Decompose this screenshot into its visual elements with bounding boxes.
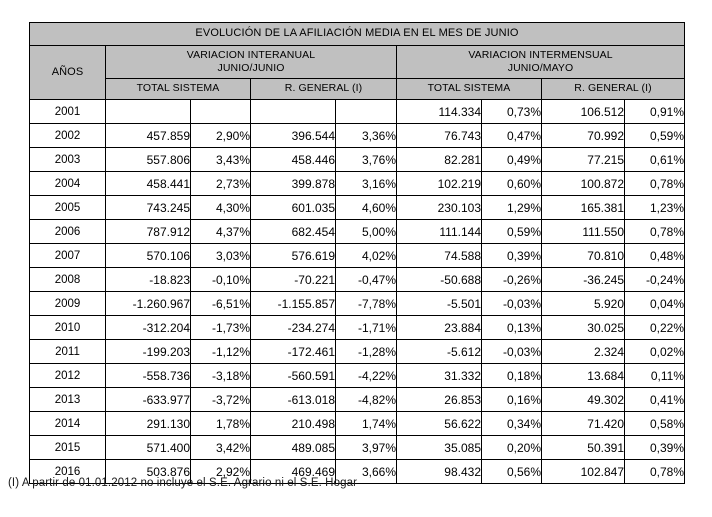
cell-interanual-total-sistema-pct: -1,73% [191,316,251,340]
table-row [30,292,685,316]
cell-interanual-r-general-pct: 4,02% [336,244,397,268]
cell-interanual-total-sistema-value: 457.859 [106,124,191,148]
cell-interanual-total-sistema-value: 571.400 [106,436,191,460]
cell-intermensual-total-sistema-pct: 0,49% [482,148,542,172]
table-row [30,148,685,172]
cell-interanual-total-sistema-pct: -1,12% [191,340,251,364]
cell-interanual-total-sistema-value: 557.806 [106,148,191,172]
cell-interanual-total-sistema-value: 503.876 [106,460,191,484]
cell-interanual-total-sistema-pct: 2,92% [191,460,251,484]
cell-intermensual-r-general-value: 49.302 [542,388,625,412]
cell-interanual-r-general-value: 489.085 [251,436,336,460]
table-header [30,23,685,100]
cell-interanual-r-general-pct: -4,82% [336,388,397,412]
cell-intermensual-r-general-pct: 0,78% [625,172,685,196]
row-year: 2006 [30,220,106,244]
cell-interanual-total-sistema-pct: 3,42% [191,436,251,460]
row-year: 2005 [30,196,106,220]
cell-intermensual-total-sistema-pct: 0,39% [482,244,542,268]
cell-interanual-r-general-pct: 3,97% [336,436,397,460]
cell-intermensual-total-sistema-pct: 0,20% [482,436,542,460]
table-body [30,100,685,484]
cell-interanual-total-sistema-value: -199.203 [106,340,191,364]
cell-interanual-r-general-pct: 3,76% [336,148,397,172]
row-year: 2013 [30,388,106,412]
cell-intermensual-r-general-pct: -0,24% [625,268,685,292]
cell-interanual-total-sistema-value: 743.245 [106,196,191,220]
table-row [30,100,685,124]
cell-intermensual-total-sistema-value: 111.144 [397,220,482,244]
cell-interanual-r-general-pct [336,100,397,124]
group-header-interanual-line1: VARIACION INTERANUAL [186,48,316,61]
group-header-interanual [106,46,397,79]
cell-interanual-total-sistema-pct: 1,78% [191,412,251,436]
title-row [30,23,685,46]
cell-interanual-r-general-pct: -0,47% [336,268,397,292]
cell-intermensual-r-general-value: 106.512 [542,100,625,124]
table-row [30,268,685,292]
cell-interanual-r-general-pct: 3,66% [336,460,397,484]
cell-interanual-r-general-pct: 4,60% [336,196,397,220]
cell-interanual-r-general-value: 458.446 [251,148,336,172]
cell-interanual-r-general-pct: -1,28% [336,340,397,364]
cell-interanual-total-sistema-value: 570.106 [106,244,191,268]
cell-interanual-total-sistema-value: -558.736 [106,364,191,388]
row-year: 2004 [30,172,106,196]
cell-interanual-r-general-value: 399.878 [251,172,336,196]
cell-interanual-total-sistema-pct: -3,72% [191,388,251,412]
cell-interanual-r-general-pct: -4,22% [336,364,397,388]
cell-intermensual-r-general-pct: 1,23% [625,196,685,220]
cell-intermensual-r-general-pct: 0,48% [625,244,685,268]
row-year: 2011 [30,340,106,364]
cell-interanual-total-sistema-pct: 3,43% [191,148,251,172]
cell-interanual-r-general-pct: -1,71% [336,316,397,340]
cell-intermensual-r-general-pct: 0,59% [625,124,685,148]
cell-intermensual-r-general-value: 70.992 [542,124,625,148]
cell-interanual-total-sistema-pct: -3,18% [191,364,251,388]
cell-intermensual-r-general-pct: 0,61% [625,148,685,172]
cell-intermensual-r-general-pct: 0,78% [625,220,685,244]
table-row [30,436,685,460]
table-row [30,196,685,220]
row-year: 2003 [30,148,106,172]
table-row [30,412,685,436]
table-row [30,316,685,340]
cell-intermensual-total-sistema-value: -5.501 [397,292,482,316]
cell-interanual-total-sistema-pct: 4,37% [191,220,251,244]
table-row [30,172,685,196]
cell-intermensual-r-general-value: 111.550 [542,220,625,244]
row-year: 2002 [30,124,106,148]
cell-intermensual-r-general-value: 102.847 [542,460,625,484]
table-row [30,244,685,268]
cell-intermensual-r-general-value: 165.381 [542,196,625,220]
cell-interanual-total-sistema-pct [191,100,251,124]
cell-interanual-total-sistema-value: -18.823 [106,268,191,292]
cell-interanual-r-general-value [251,100,336,124]
cell-interanual-r-general-value: 210.498 [251,412,336,436]
cell-interanual-total-sistema-pct: 2,73% [191,172,251,196]
cell-intermensual-r-general-value: 71.420 [542,412,625,436]
sub-header-intermensual-total-sistema: TOTAL SISTEMA [397,79,542,100]
cell-intermensual-total-sistema-pct: 0,73% [482,100,542,124]
cell-intermensual-r-general-pct: 0,02% [625,340,685,364]
cell-intermensual-r-general-value: -36.245 [542,268,625,292]
cell-intermensual-total-sistema-value: 26.853 [397,388,482,412]
cell-interanual-total-sistema-value: -1.260.967 [106,292,191,316]
cell-interanual-r-general-value: 396.544 [251,124,336,148]
cell-intermensual-total-sistema-pct: -0,03% [482,340,542,364]
cell-intermensual-total-sistema-pct: 0,18% [482,364,542,388]
cell-intermensual-total-sistema-value: 98.432 [397,460,482,484]
table-row [30,124,685,148]
group-header-intermensual [397,46,685,79]
cell-interanual-r-general-pct: 3,16% [336,172,397,196]
cell-intermensual-total-sistema-pct: 0,13% [482,316,542,340]
row-year: 2009 [30,292,106,316]
cell-interanual-r-general-value: 682.454 [251,220,336,244]
cell-intermensual-r-general-pct: 0,91% [625,100,685,124]
table-row [30,220,685,244]
cell-intermensual-total-sistema-pct: 0,16% [482,388,542,412]
cell-intermensual-total-sistema-value: -50.688 [397,268,482,292]
cell-intermensual-total-sistema-value: 56.622 [397,412,482,436]
cell-interanual-r-general-value: -1.155.857 [251,292,336,316]
cell-intermensual-total-sistema-value: 76.743 [397,124,482,148]
cell-intermensual-total-sistema-pct: 0,60% [482,172,542,196]
row-year: 2014 [30,412,106,436]
cell-interanual-r-general-value: -70.221 [251,268,336,292]
cell-interanual-r-general-value: 601.035 [251,196,336,220]
afiliacion-table [29,22,685,484]
cell-intermensual-r-general-value: 30.025 [542,316,625,340]
cell-interanual-r-general-pct: 5,00% [336,220,397,244]
row-year: 2015 [30,436,106,460]
cell-intermensual-total-sistema-value: 82.281 [397,148,482,172]
cell-interanual-r-general-value: 469.469 [251,460,336,484]
sub-header-intermensual-r-general: R. GENERAL (I) [542,79,685,100]
cell-interanual-r-general-value: -172.461 [251,340,336,364]
cell-interanual-r-general-value: -560.591 [251,364,336,388]
row-year: 2012 [30,364,106,388]
cell-intermensual-total-sistema-value: 35.085 [397,436,482,460]
table-row [30,388,685,412]
cell-interanual-total-sistema-value: -312.204 [106,316,191,340]
cell-intermensual-r-general-value: 50.391 [542,436,625,460]
sub-header-row [30,79,685,100]
cell-intermensual-total-sistema-value: 23.884 [397,316,482,340]
cell-interanual-r-general-pct: 1,74% [336,412,397,436]
cell-intermensual-r-general-value: 100.872 [542,172,625,196]
cell-intermensual-r-general-pct: 0,78% [625,460,685,484]
sub-header-interanual-total-sistema: TOTAL SISTEMA [106,79,251,100]
cell-interanual-r-general-pct: -7,78% [336,292,397,316]
row-year: 2001 [30,100,106,124]
group-header-interanual-line2: JUNIO/JUNIO [217,62,285,74]
row-year: 2010 [30,316,106,340]
cell-intermensual-r-general-pct: 0,41% [625,388,685,412]
cell-intermensual-r-general-pct: 0,22% [625,316,685,340]
cell-intermensual-total-sistema-pct: -0,26% [482,268,542,292]
cell-interanual-total-sistema-value: 458.441 [106,172,191,196]
cell-intermensual-r-general-pct: 0,58% [625,412,685,436]
cell-intermensual-total-sistema-value: 74.588 [397,244,482,268]
cell-intermensual-total-sistema-pct: 0,47% [482,124,542,148]
cell-intermensual-r-general-pct: 0,04% [625,292,685,316]
cell-interanual-total-sistema-value: 291.130 [106,412,191,436]
cell-intermensual-total-sistema-value: 230.103 [397,196,482,220]
cell-interanual-r-general-pct: 3,36% [336,124,397,148]
cell-intermensual-total-sistema-pct: 0,34% [482,412,542,436]
cell-intermensual-total-sistema-value: -5.612 [397,340,482,364]
cell-intermensual-total-sistema-value: 102.219 [397,172,482,196]
sub-header-interanual-r-general: R. GENERAL (I) [251,79,397,100]
cell-intermensual-r-general-pct: 0,39% [625,436,685,460]
group-header-intermensual-line2: JUNIO/MAYO [507,62,574,74]
row-year: 2007 [30,244,106,268]
cell-intermensual-total-sistema-pct: -0,03% [482,292,542,316]
cell-intermensual-r-general-value: 13.684 [542,364,625,388]
cell-intermensual-total-sistema-pct: 1,29% [482,196,542,220]
cell-interanual-total-sistema-value: 787.912 [106,220,191,244]
table-title: EVOLUCIÓN DE LA AFILIACIÓN MEDIA EN EL MES DE JUNIO [30,23,685,46]
cell-interanual-total-sistema-value [106,100,191,124]
cell-intermensual-total-sistema-value: 114.334 [397,100,482,124]
row-year: 2008 [30,268,106,292]
cell-intermensual-total-sistema-pct: 0,59% [482,220,542,244]
cell-interanual-total-sistema-pct: -0,10% [191,268,251,292]
row-year: 2016 [30,460,106,484]
cell-intermensual-total-sistema-pct: 0,56% [482,460,542,484]
cell-interanual-total-sistema-pct: 2,90% [191,124,251,148]
cell-interanual-r-general-value: -234.274 [251,316,336,340]
table-row [30,340,685,364]
cell-intermensual-r-general-value: 2.324 [542,340,625,364]
cell-interanual-total-sistema-pct: 4,30% [191,196,251,220]
cell-intermensual-r-general-pct: 0,11% [625,364,685,388]
cell-interanual-total-sistema-pct: 3,03% [191,244,251,268]
cell-interanual-r-general-value: 576.619 [251,244,336,268]
column-header-anos: AÑOS [30,46,106,100]
group-header-intermensual-line1: VARIACION INTERMENSUAL [468,48,613,61]
cell-intermensual-r-general-value: 5.920 [542,292,625,316]
cell-intermensual-r-general-value: 70.810 [542,244,625,268]
cell-interanual-r-general-value: -613.018 [251,388,336,412]
cell-interanual-total-sistema-value: -633.977 [106,388,191,412]
cell-interanual-total-sistema-pct: -6,51% [191,292,251,316]
cell-intermensual-r-general-value: 77.215 [542,148,625,172]
cell-intermensual-total-sistema-value: 31.332 [397,364,482,388]
group-header-row [30,46,685,79]
table-row [30,364,685,388]
table-footnote: (I) A partir de 01.01.2012 no incluye el S.E. Agrario ni el S.E. Hogar [8,477,358,489]
